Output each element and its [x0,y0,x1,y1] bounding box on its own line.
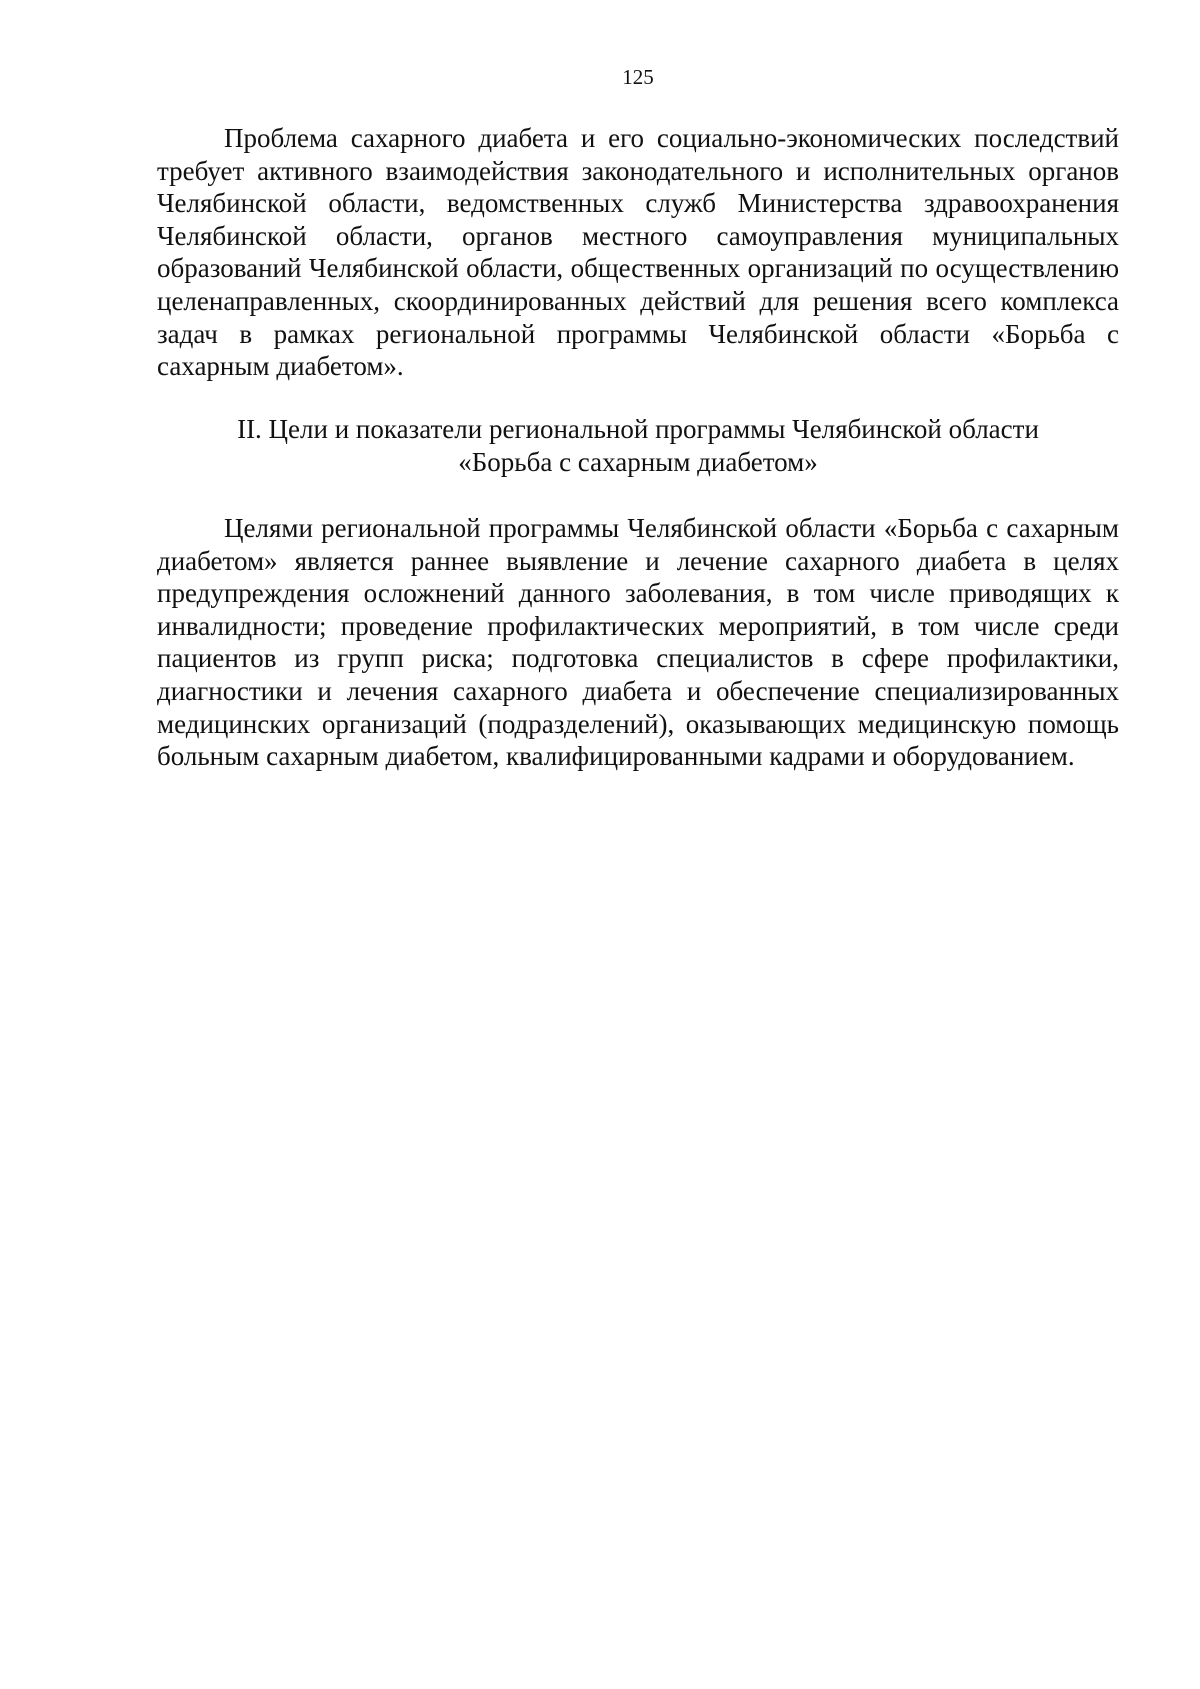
paragraph-text: Целями региональной программы Челябинской области «Борьба с сахарным диабетом» является раннее выявление и лечение сахарного диабета в целях предупреждения осложнений данного заболевания, в том числе приводящих к инвалидности; проведение профилактических мероприятий, в том числе среди пациентов из групп риска; подготовка специалистов в сфере профилактики, диагностики и лечения сахарного диабета и обеспечение специализированных медицинских организаций (подразделений), оказывающих медицинскую помощь больным сахарным диабетом, квалифицированными кадрами и оборудованием. [157,513,1119,772]
section-heading [157,413,1119,478]
body-paragraph-2 [157,512,1119,773]
page-number: 125 [622,65,654,89]
body-paragraph-1 [157,122,1119,383]
paragraph-text: Проблема сахарного диабета и его социально-экономических последствий требует активного взаимодействия законодательного и исполнительных органов Челябинской области, ведомственных служб Министерства здравоохранения Челябинской области, органов местного самоуправления муниципальных образований Челябинской области, общественных организаций по осуществлению целенаправленных, скоординированных действий для решения всего комплекса задач в рамках региональной программы Челябинской области «Борьба с сахарным диабетом». [157,123,1119,382]
section-heading-line-2: «Борьба с сахарным диабетом» [458,446,818,477]
section-heading-line-1: II. Цели и показатели региональной программы Челябинской области [237,414,1039,444]
